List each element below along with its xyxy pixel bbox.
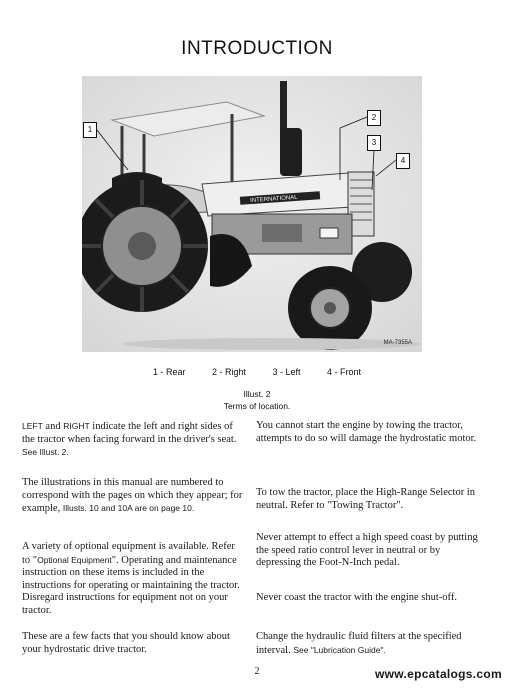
sans-text-run: See Illust. 2. bbox=[22, 447, 69, 457]
text-run: These are a few facts that you should know about your hydrostatic drive tractor. bbox=[22, 631, 230, 655]
figure-id: MA-7355A bbox=[383, 340, 412, 346]
sans-text-run: Optional Equipment bbox=[37, 554, 112, 565]
paragraph bbox=[256, 631, 478, 657]
sans-text-run: Illusts. 10 and 10A are on page 10. bbox=[62, 503, 195, 513]
paragraph bbox=[22, 477, 244, 516]
paragraph bbox=[256, 532, 478, 570]
watermark: www.epcatalogs.com bbox=[375, 667, 502, 681]
text-run: The illustrations in this manual are numbered to correspond with the pages on which they appear; for example, bbox=[22, 477, 243, 514]
page-title: INTRODUCTION bbox=[181, 38, 333, 59]
text-run: Change the hydraulic fluid filters at the specified interval. bbox=[256, 631, 462, 656]
figure-legend bbox=[0, 367, 514, 377]
paragraph bbox=[22, 541, 244, 617]
paragraph bbox=[22, 631, 244, 656]
text-run: ". Operating and maintenance instruction on these items is included in the instructions for operating or maintaining the tractor. Disregard instructions for equipment not on your tractor. bbox=[22, 554, 240, 616]
paragraph bbox=[22, 420, 244, 460]
sans-text-run: See "Lubrication Guide". bbox=[293, 644, 386, 655]
legend-left: 3 - Left bbox=[272, 367, 301, 377]
legend-rear: 1 - Rear bbox=[152, 367, 186, 377]
caption-label: Illust. 2 bbox=[243, 389, 271, 399]
caption-text: Terms of location. bbox=[223, 401, 291, 411]
callout-4: 4 bbox=[396, 153, 410, 169]
text-run: and bbox=[42, 421, 64, 432]
text-run: You cannot start the engine by towing the tractor, attempts to do so will damage the hydrostatic motor. bbox=[256, 420, 477, 444]
text-run: Never attempt to effect a high speed coast by putting the speed ratio control lever in neutral or by depressing the Foot-N-Inch pedal. bbox=[256, 532, 478, 568]
paragraph bbox=[256, 487, 478, 512]
callout-1: 1 bbox=[83, 122, 97, 138]
sans-text-run: RIGHT bbox=[63, 421, 90, 431]
callout-2: 2 bbox=[367, 110, 381, 126]
page-number: 2 bbox=[254, 666, 260, 677]
figure-caption bbox=[0, 388, 514, 412]
paragraph bbox=[256, 592, 478, 605]
sans-text-run: LEFT bbox=[22, 421, 43, 431]
callout-3: 3 bbox=[367, 135, 381, 151]
text-run: indicate the left and right sides of the tractor when facing forward in the driver's seat. bbox=[22, 421, 237, 445]
legend-front: 4 - Front bbox=[327, 367, 362, 377]
text-run: To tow the tractor, place the High-Range Selector in neutral. Refer to "Towing Tractor". bbox=[256, 487, 475, 511]
text-run: A variety of optional equipment is available. Refer to " bbox=[22, 541, 235, 566]
paragraph bbox=[256, 420, 478, 445]
legend-right: 2 - Right bbox=[211, 367, 246, 377]
text-run: Never coast the tractor with the engine shut-off. bbox=[256, 592, 457, 603]
brand-text: INTERNATIONAL bbox=[249, 194, 298, 205]
